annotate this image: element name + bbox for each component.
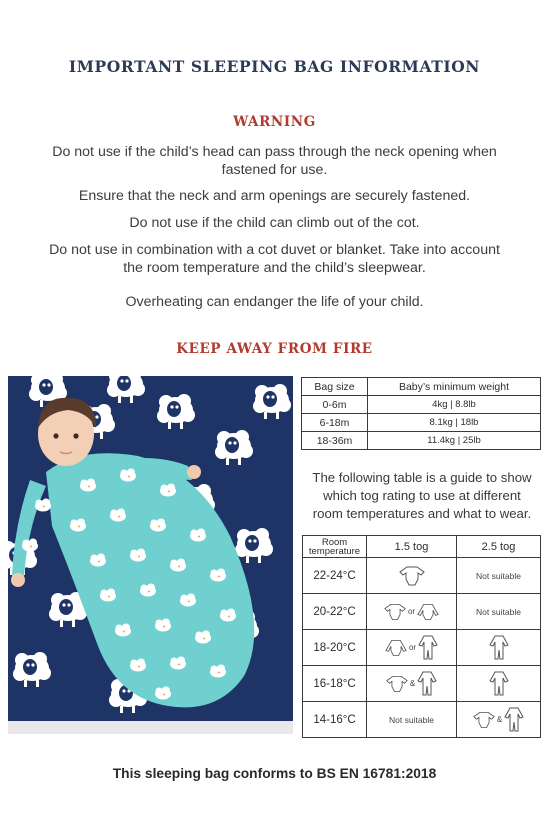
warning-line-1b: fastened for use. [221, 162, 328, 178]
warning-line-2: Ensure that the neck and arm openings are securely fastened. [78, 188, 471, 204]
table-row [303, 630, 541, 666]
page-title: IMPORTANT SLEEPING BAG INFORMATION [68, 57, 481, 76]
clothing-cell [457, 666, 541, 702]
sleepsuit-icon [417, 671, 437, 697]
size-cell: 0-6m [302, 396, 368, 414]
sleepsuit-icon [418, 635, 438, 661]
room-header-line-1: Room [321, 536, 348, 548]
warning-line-3: Do not use if the child can climb out of the cot. [129, 215, 420, 231]
clothing-cell [457, 702, 541, 738]
clothing-cell [367, 558, 457, 594]
product-photo [8, 376, 293, 734]
guide-line-3: room temperatures and what to wear. [312, 506, 532, 521]
size-weight-table [301, 377, 541, 450]
warning-line-4b: the room temperature and the child’s sleepwear. [123, 260, 426, 276]
baby-sleeping-bag-illustration [8, 376, 293, 734]
temp-cell: 16-18°C [303, 666, 367, 702]
fire-heading: KEEP AWAY FROM FIRE [176, 341, 373, 357]
weight-cell: 4kg | 8.8lb [368, 396, 541, 414]
warning-heading: WARNING [233, 114, 316, 130]
size-cell: 6-18m [302, 414, 368, 432]
sleepsuit-icon [489, 671, 509, 697]
or-label: or [408, 642, 417, 652]
clothing-cell [367, 666, 457, 702]
table-row [303, 594, 541, 630]
size-header: Bag size [302, 378, 368, 396]
short-sleeve-bodysuit-icon [386, 673, 408, 695]
warning-line-1a: Do not use if the child’s head can pass through the neck opening when [52, 144, 497, 160]
temp-cell: 20-22°C [303, 594, 367, 630]
guide-line-2: which tog rating to use at different [323, 488, 521, 503]
weight-cell: 11.4kg | 25lb [368, 432, 541, 450]
long-sleeve-bodysuit-icon [417, 601, 439, 623]
short-sleeve-bodysuit-icon [399, 565, 425, 587]
tog-15-header: 1.5 tog [367, 536, 457, 558]
not-suitable-cell: Not suitable [457, 558, 541, 594]
clothing-cell [367, 630, 457, 666]
long-sleeve-bodysuit-icon [385, 637, 407, 659]
table-row [303, 702, 541, 738]
tog-25-header: 2.5 tog [457, 536, 541, 558]
warning-line-4a: Do not use in combination with a cot duvet or blanket. Take into account [49, 242, 500, 258]
not-suitable-cell: Not suitable [457, 594, 541, 630]
guide-text [300, 469, 544, 523]
short-sleeve-bodysuit-icon [473, 709, 495, 731]
warning-line-5: Overheating can endanger the life of your child. [125, 294, 424, 310]
and-label: & [409, 678, 416, 688]
tog-rating-table [302, 535, 541, 738]
temp-cell: 22-24°C [303, 558, 367, 594]
sleepsuit-icon [504, 707, 524, 733]
clothing-cell [367, 594, 457, 630]
or-label: or [407, 606, 416, 616]
sleepsuit-icon [489, 635, 509, 661]
size-cell: 18-36m [302, 432, 368, 450]
standard-conformity-footer: This sleeping bag conforms to BS EN 16781:2018 [112, 766, 437, 781]
guide-line-1: The following table is a guide to show [312, 470, 532, 485]
table-row [303, 558, 541, 594]
clothing-cell [457, 630, 541, 666]
weight-cell: 8.1kg | 18lb [368, 414, 541, 432]
room-temperature-header [303, 536, 367, 558]
temp-cell: 14-16°C [303, 702, 367, 738]
table-row [303, 666, 541, 702]
table-row [302, 432, 541, 450]
short-sleeve-bodysuit-icon [384, 601, 406, 623]
weight-header: Baby’s minimum weight [368, 378, 541, 396]
table-row [302, 414, 541, 432]
table-row [302, 396, 541, 414]
room-header-line-2: temperature [308, 545, 361, 557]
not-suitable-cell: Not suitable [367, 702, 457, 738]
and-label: & [496, 714, 503, 724]
temp-cell: 18-20°C [303, 630, 367, 666]
